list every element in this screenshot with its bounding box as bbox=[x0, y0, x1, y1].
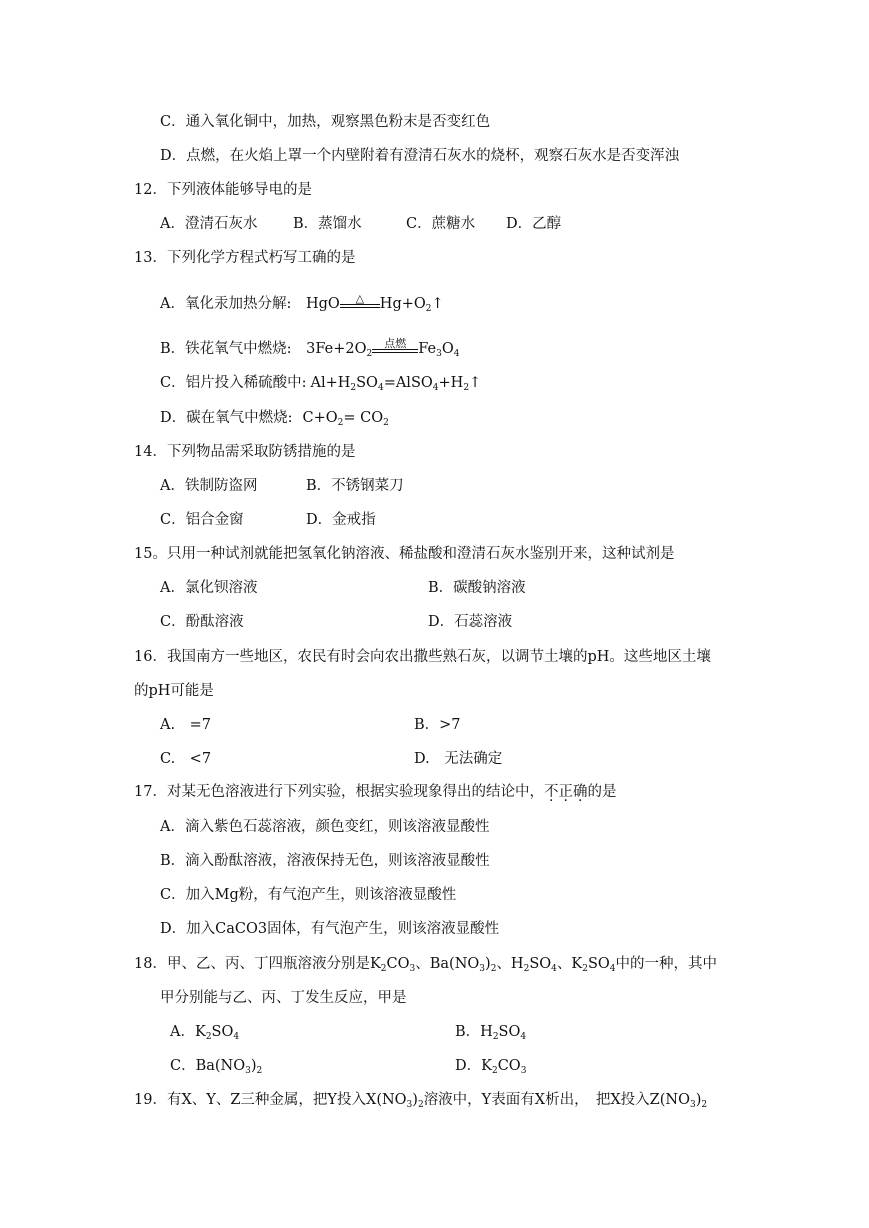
q18-a-s2: 4 bbox=[233, 1032, 240, 1042]
q17-stem-pre: 17．对某无色溶液进行下列实验，根据实验现象得出的结论中， bbox=[134, 784, 544, 800]
q13-option-b-label: B．铁花氧气中燃烧: bbox=[160, 341, 292, 357]
q18-t2: CO bbox=[386, 956, 410, 972]
q19-s4: 2 bbox=[701, 1100, 708, 1110]
q13-b-sub1: 2 bbox=[366, 349, 373, 359]
q13-d-s2: 2 bbox=[383, 418, 389, 428]
q15-option-d: D．石蕊溶液 bbox=[428, 614, 513, 630]
q13-d-eq1: C+O bbox=[302, 410, 338, 426]
q13-option-d bbox=[160, 408, 389, 428]
q13-c-s4: 2 bbox=[463, 383, 470, 393]
q17-option-a: A．滴入紫色石蕊溶液，颜色变红，则该溶液显酸性 bbox=[160, 819, 490, 835]
q11-option-c: C．通入氧化铜中，加热，观察黑色粉末是否变红色 bbox=[160, 114, 491, 130]
q15-option-c: C．酚酞溶液 bbox=[160, 614, 244, 630]
q14-options-row2 bbox=[160, 510, 376, 530]
q18-stem-line1 bbox=[134, 954, 717, 974]
q19-stem bbox=[134, 1090, 707, 1110]
q13-b-reactant: 3Fe+2O bbox=[306, 341, 367, 357]
q17-stem bbox=[134, 782, 616, 802]
q12-options bbox=[160, 214, 561, 234]
q12-option-c: C．蔗糖水 bbox=[406, 216, 476, 232]
q18-s6: 4 bbox=[551, 964, 557, 974]
q18-s4: 2 bbox=[490, 964, 497, 974]
q14-option-a: A．铁制防盗网 bbox=[160, 478, 258, 494]
q14-stem: 14．下列物品需采取防锈措施的是 bbox=[134, 444, 356, 460]
q16-stem-line2: 的pH可能是 bbox=[134, 683, 214, 699]
q15-option-b: B．碳酸钠溶液 bbox=[428, 580, 526, 596]
q18-option-c bbox=[170, 1056, 455, 1076]
q13-c-eq3: =AlSO bbox=[383, 375, 433, 391]
q13-b-equals bbox=[372, 338, 418, 359]
q18-option-d bbox=[455, 1056, 526, 1076]
q18-s5: 2 bbox=[523, 964, 530, 974]
q18-a2: SO bbox=[211, 1024, 234, 1040]
q19-s2: 2 bbox=[417, 1100, 424, 1110]
q13-a-equals bbox=[340, 293, 380, 314]
q18-t7: 、K bbox=[556, 956, 583, 972]
gas-up-arrow-icon: ↑ bbox=[469, 375, 482, 391]
q18-c1: C．Ba(NO bbox=[170, 1058, 246, 1074]
q16-option-b: B．>7 bbox=[414, 717, 461, 733]
q18-d2: CO bbox=[497, 1058, 521, 1074]
q18-s8: 4 bbox=[609, 964, 616, 974]
q14-option-c: C．铝合金窗 bbox=[160, 512, 244, 528]
q19-s1: 3 bbox=[406, 1100, 413, 1110]
q16-options-row1 bbox=[160, 715, 461, 735]
q18-b2: SO bbox=[498, 1024, 521, 1040]
q18-d-s1: 2 bbox=[491, 1066, 498, 1076]
q16-stem-line1: 16．我国南方一些地区，农民有时会向农出撒些熟石灰，以调节土壤的pH。这些地区土壤 bbox=[134, 649, 711, 665]
q18-b1: B．H bbox=[455, 1024, 493, 1040]
q13-b-sub3: 4 bbox=[453, 349, 460, 359]
q16-option-c: C. <7 bbox=[160, 751, 212, 767]
q18-c2: ) bbox=[250, 1058, 257, 1074]
q13-b-product: Fe bbox=[418, 341, 437, 357]
q13-a-sub: 2 bbox=[425, 304, 432, 314]
q14-option-d: D．金戒指 bbox=[306, 512, 376, 528]
q18-d1: D．K bbox=[455, 1058, 492, 1074]
q17-option-b: B．滴入酚酞溶液，溶液保持无色，则该溶液显酸性 bbox=[160, 853, 490, 869]
emphasis-dot-char: 正 bbox=[558, 784, 573, 800]
q16-options-row2 bbox=[160, 749, 502, 769]
q13-c-eq4: +H bbox=[438, 375, 464, 391]
q11-option-d: D．点燃，在火焰上罩一个内壁附着有澄清石灰水的烧杯，观察石灰水是否变浑浊 bbox=[160, 148, 680, 164]
q19-t4: ) bbox=[695, 1092, 702, 1108]
q19-t2: ) bbox=[412, 1092, 418, 1108]
heat-triangle-icon: △ bbox=[355, 292, 365, 305]
q18-b-s2: 4 bbox=[520, 1032, 527, 1042]
q16-option-a: A. =7 bbox=[160, 717, 211, 733]
q19-t3: 溶液中，Y表面有X析出， 把X投入Z(NO bbox=[423, 1092, 690, 1108]
q18-s3: 3 bbox=[479, 964, 486, 974]
q18-t3: 、Ba(NO bbox=[415, 956, 480, 972]
q13-c-s2: 4 bbox=[377, 383, 384, 393]
q18-options-row2 bbox=[170, 1056, 526, 1076]
q12-stem: 12．下列液体能够导电的是 bbox=[134, 182, 312, 198]
q17-stem-post: 的是 bbox=[587, 784, 617, 800]
q18-a1: A．K bbox=[170, 1024, 206, 1040]
q18-s7: 2 bbox=[582, 964, 588, 974]
q18-t5: 、H bbox=[496, 956, 524, 972]
q19-t1: 19．有X、Y、Z三种金属，把Y投入X(NO bbox=[134, 1092, 407, 1108]
q18-t8: SO bbox=[587, 956, 610, 972]
q18-t1: 18．甲、乙、丙、丁四瓶溶液分别是K bbox=[134, 956, 381, 972]
q12-option-b: B．蒸馏水 bbox=[293, 216, 362, 232]
q13-option-c-label: C．铝片投入稀硫酸中: bbox=[160, 375, 307, 391]
q13-stem: 13．下列化学方程式朽写工确的是 bbox=[134, 250, 356, 266]
q15-option-a: A．氯化钡溶液 bbox=[160, 580, 258, 596]
q13-c-eq1: Al+H bbox=[310, 375, 351, 391]
q18-t6: SO bbox=[529, 956, 552, 972]
q13-d-eq2: = CO bbox=[343, 410, 384, 426]
q13-b-sub2: 3 bbox=[436, 349, 442, 359]
q14-option-b: B．不锈钢菜刀 bbox=[306, 478, 404, 494]
emphasis-dot-char: 不 bbox=[543, 784, 559, 800]
q13-c-s3: 4 bbox=[432, 383, 439, 393]
q17-option-c: C．加入Mg粉，有气泡产生，则该溶液显酸性 bbox=[160, 887, 457, 903]
q14-options-row1 bbox=[160, 476, 404, 496]
gas-up-arrow-icon: ↑ bbox=[431, 296, 444, 312]
q15-options-row1 bbox=[160, 578, 526, 598]
q18-t9: 中的一种，其中 bbox=[615, 956, 718, 972]
q15-options-row2 bbox=[160, 612, 512, 632]
q16-option-d: D. 无法确定 bbox=[414, 751, 503, 767]
q18-c-s1: 3 bbox=[245, 1066, 251, 1076]
q18-options-row1 bbox=[170, 1022, 526, 1042]
q13-d-s1: 2 bbox=[337, 418, 344, 428]
q13-option-d-label: D．碳在氧气中燃烧: bbox=[160, 410, 293, 426]
q19-s3: 3 bbox=[689, 1100, 696, 1110]
q18-t4: ) bbox=[485, 956, 491, 972]
q18-option-a bbox=[170, 1022, 455, 1042]
q18-s2: 3 bbox=[409, 964, 416, 974]
q12-option-a: A．澄清石灰水 bbox=[160, 216, 258, 232]
q13-a-product: Hg+O bbox=[379, 296, 426, 312]
emphasis-dot-char: 确 bbox=[572, 784, 588, 800]
q18-stem-line2: 甲分别能与乙、丙、丁发生反应，甲是 bbox=[160, 990, 407, 1006]
q18-c-s2: 2 bbox=[256, 1066, 263, 1076]
q13-c-s1: 2 bbox=[350, 383, 357, 393]
q13-b-product2: O bbox=[441, 341, 454, 357]
q13-option-c bbox=[160, 373, 481, 393]
q18-s1: 2 bbox=[380, 964, 387, 974]
ignite-condition: 点燃 bbox=[384, 337, 407, 350]
q18-option-b bbox=[455, 1022, 526, 1042]
q13-option-a bbox=[160, 293, 444, 314]
q12-option-d: D．乙醇 bbox=[506, 216, 562, 232]
q15-stem: 15。只用一种试剂就能把氢氧化钠溶液、稀盐酸和澄清石灰水鉴别开来，这种试剂是 bbox=[134, 546, 675, 562]
q13-c-eq2: SO bbox=[356, 375, 378, 391]
q17-option-d: D．加入CaCO3固体，有气泡产生，则该溶液显酸性 bbox=[160, 921, 500, 937]
q18-a-s1: 2 bbox=[205, 1032, 212, 1042]
q13-a-reactant: HgO bbox=[305, 296, 340, 312]
q13-option-a-label: A．氧化汞加热分解: bbox=[160, 296, 292, 312]
q18-d-s2: 3 bbox=[520, 1066, 527, 1076]
q13-option-b bbox=[160, 338, 459, 359]
q18-b-s1: 2 bbox=[492, 1032, 499, 1042]
